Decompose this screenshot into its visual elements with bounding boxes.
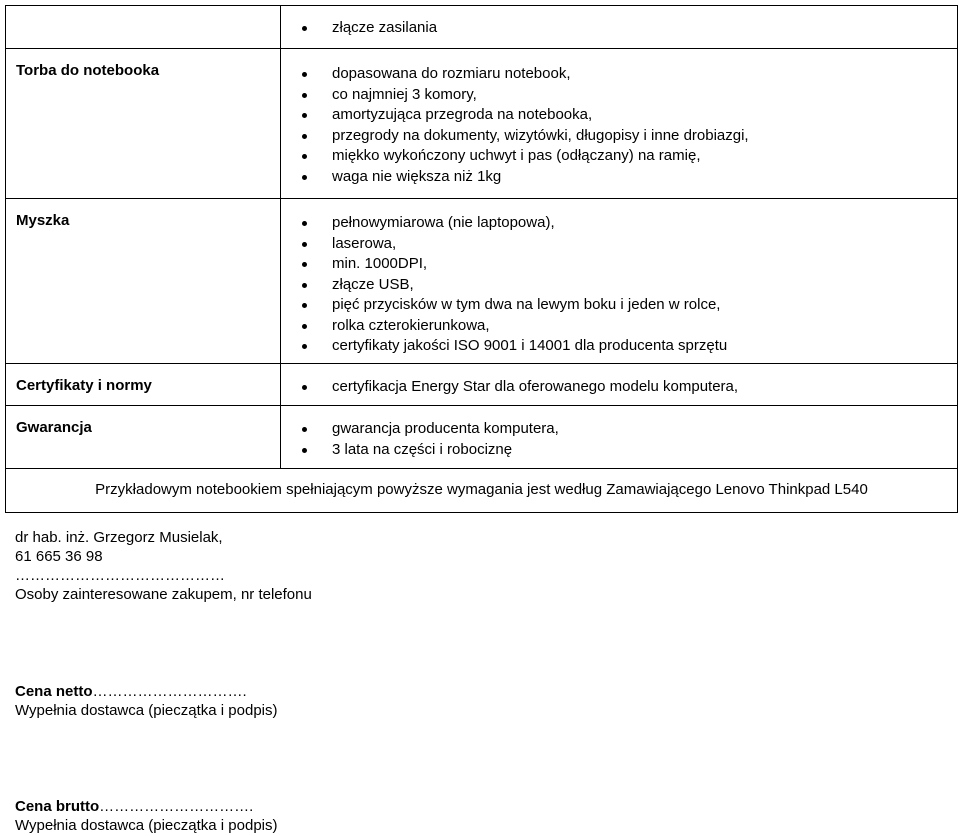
category-cell: Certyfikaty i normy [6, 364, 281, 406]
table-row [6, 364, 958, 406]
list-item: certyfikaty jakości ISO 9001 i 14001 dla producenta sprzętu [281, 336, 957, 357]
list-item: min. 1000DPI, [281, 254, 957, 275]
list-item: pięć przycisków w tym dwa na lewym boku i jeden w rolce, [281, 295, 957, 316]
category-cell: Gwarancja [6, 406, 281, 469]
list-item: pełnowymiarowa (nie laptopowa), [281, 213, 957, 234]
list-item: amortyzująca przegroda na notebooka, [281, 105, 957, 126]
list-item: laserowa, [281, 234, 957, 255]
contact-dots: …………………………………… [15, 567, 225, 584]
items-cell [281, 199, 958, 364]
bullet-list [281, 64, 957, 187]
gross-price-caption: Wypełnia dostawca (pieczątka i podpis) [15, 817, 278, 834]
table-row [6, 469, 958, 513]
table-row [6, 6, 958, 49]
net-price-dots: …………………………. [92, 683, 247, 700]
table-row [6, 406, 958, 469]
contact-block [15, 528, 312, 604]
bullet-list [281, 377, 957, 398]
gross-price-block [15, 797, 278, 835]
bullet-list [281, 18, 957, 39]
gross-price-label: Cena brutto [15, 798, 100, 815]
contact-phone: 61 665 36 98 [15, 548, 103, 565]
list-item: 3 lata na części i robociznę [281, 440, 957, 461]
items-cell [281, 406, 958, 469]
gross-price-line [15, 797, 278, 816]
category-cell [6, 6, 281, 49]
list-item: złącze zasilania [281, 18, 957, 39]
category-cell: Myszka [6, 199, 281, 364]
list-item: przegrody na dokumenty, wizytówki, długopisy i inne drobiazgi, [281, 126, 957, 147]
specification-table [5, 5, 958, 513]
items-cell [281, 49, 958, 199]
table-row [6, 199, 958, 364]
list-item: gwarancja producenta komputera, [281, 419, 957, 440]
list-item: złącze USB, [281, 275, 957, 296]
items-cell [281, 364, 958, 406]
contact-name: dr hab. inż. Grzegorz Musielak, [15, 529, 223, 546]
list-item: miękko wykończony uchwyt i pas (odłączany) na ramię, [281, 146, 957, 167]
note-text: Przykładowym notebookiem spełniającym powyższe wymagania jest według Zamawiającego Lenovo Thinkpad L540 [6, 469, 958, 513]
net-price-caption: Wypełnia dostawca (pieczątka i podpis) [15, 702, 278, 719]
list-item: co najmniej 3 komory, [281, 85, 957, 106]
list-item: certyfikacja Energy Star dla oferowanego modelu komputera, [281, 377, 957, 398]
table-row [6, 49, 958, 199]
gross-price-dots: …………………………. [99, 798, 254, 815]
contact-label: Osoby zainteresowane zakupem, nr telefonu [15, 586, 312, 603]
list-item: waga nie większa niż 1kg [281, 167, 957, 188]
list-item: rolka czterokierunkowa, [281, 316, 957, 337]
bullet-list [281, 419, 957, 460]
items-cell [281, 6, 958, 49]
net-price-label: Cena netto [15, 683, 93, 700]
list-item: dopasowana do rozmiaru notebook, [281, 64, 957, 85]
net-price-block [15, 682, 278, 720]
net-price-line [15, 682, 278, 701]
bullet-list [281, 213, 957, 357]
category-cell: Torba do notebooka [6, 49, 281, 199]
